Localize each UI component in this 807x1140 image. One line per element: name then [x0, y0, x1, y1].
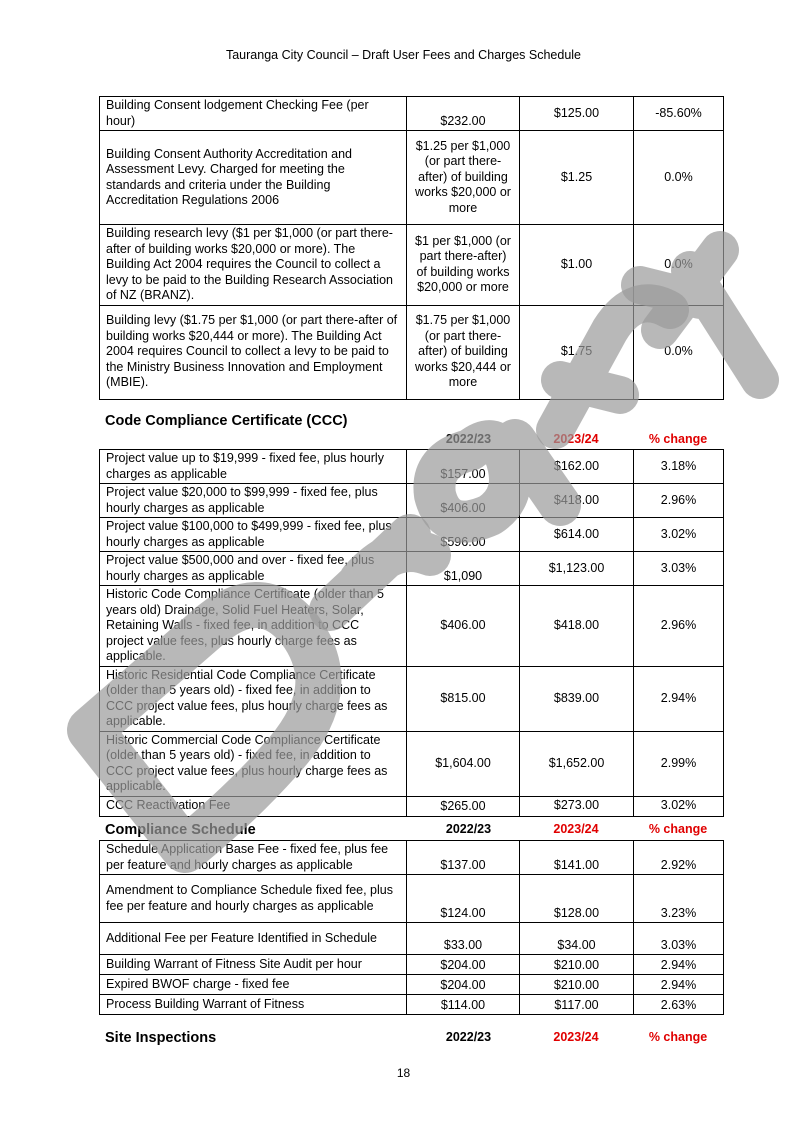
row-change: 2.94%	[634, 666, 724, 731]
ccc-table	[99, 449, 724, 817]
row-description: Additional Fee per Feature Identified in Schedule	[100, 923, 407, 955]
row-prev-fee: $1 per $1,000 (or part there-after) of building works $20,000 or more	[407, 225, 520, 306]
row-prev-fee: $1.25 per $1,000 (or part there-after) of building works $20,000 or more	[407, 131, 520, 225]
page-number: 18	[396, 1066, 411, 1080]
row-description: Project value $500,000 and over - fixed fee, plus hourly charges as applicable	[100, 552, 407, 586]
row-description: Project value $100,000 to $499,999 - fixed fee, plus hourly charges as applicable	[100, 518, 407, 552]
row-change: 2.63%	[634, 995, 724, 1015]
row-change: 3.02%	[634, 518, 724, 552]
row-prev-fee: $1,604.00	[407, 731, 520, 796]
row-description: Building levy ($1.75 per $1,000 (or part there-after of building works $20,444 or more). The Building Act 2004 requires Council to collect a levy to be paid to the Ministry Business Innovation and Employment (MBIE).	[100, 305, 407, 399]
table-row	[100, 995, 724, 1015]
row-prev-fee: $596.00	[407, 518, 520, 552]
row-description: Expired BWOF charge - fixed fee	[100, 975, 407, 995]
row-change: 3.18%	[634, 450, 724, 484]
row-change: 2.99%	[634, 731, 724, 796]
table-row	[100, 552, 724, 586]
row-description: CCC Reactivation Fee	[100, 796, 407, 816]
col-header-curr: 2023/24	[553, 822, 599, 836]
row-change: 2.96%	[634, 484, 724, 518]
row-description: Historic Residential Code Compliance Certificate (older than 5 years old) - fixed fee, in addition to CCC project value fees, plus hourly charge fees as applicable.	[100, 666, 407, 731]
row-curr-fee: $614.00	[520, 518, 634, 552]
table-row	[100, 875, 724, 923]
row-prev-fee: $265.00	[407, 796, 520, 816]
row-curr-fee: $128.00	[520, 875, 634, 923]
row-prev-fee: $204.00	[407, 955, 520, 975]
table-row	[100, 586, 724, 667]
row-description: Project value up to $19,999 - fixed fee, plus hourly charges as applicable	[100, 450, 407, 484]
table-row	[100, 305, 724, 399]
row-prev-fee: $137.00	[407, 841, 520, 875]
row-prev-fee: $114.00	[407, 995, 520, 1015]
row-change: -85.60%	[634, 97, 724, 131]
row-description: Historic Code Compliance Certificate (older than 5 years old) Drainage, Solid Fuel Heaters, Solar, Retaining Walls - fixed fee, in addition to CCC project value fees, plus hourly charge fees as applicable.	[100, 586, 407, 667]
row-prev-fee: $33.00	[407, 923, 520, 955]
table-row	[100, 97, 724, 131]
table-row	[100, 975, 724, 995]
col-header-change: % change	[648, 822, 708, 836]
table-row	[100, 923, 724, 955]
table-row	[100, 484, 724, 518]
compliance-table	[99, 840, 724, 1015]
row-change: 2.96%	[634, 586, 724, 667]
table-row	[100, 841, 724, 875]
row-curr-fee: $34.00	[520, 923, 634, 955]
row-prev-fee: $124.00	[407, 875, 520, 923]
table-row	[100, 731, 724, 796]
table-row	[100, 518, 724, 552]
row-change: 0.0%	[634, 225, 724, 306]
row-curr-fee: $162.00	[520, 450, 634, 484]
ccc-column-headers	[99, 432, 723, 450]
row-description: Building Warrant of Fitness Site Audit per hour	[100, 955, 407, 975]
row-prev-fee: $1,090	[407, 552, 520, 586]
row-curr-fee: $125.00	[520, 97, 634, 131]
row-prev-fee: $406.00	[407, 484, 520, 518]
row-prev-fee: $1.75 per $1,000 (or part there-after) of building works $20,444 or more	[407, 305, 520, 399]
row-description: Building Consent lodgement Checking Fee (per hour)	[100, 97, 407, 131]
row-curr-fee: $839.00	[520, 666, 634, 731]
row-description: Building Consent Authority Accreditation and Assessment Levy. Charged for meeting the standards and criteria under the Building Accreditation Regulations 2006	[100, 131, 407, 225]
row-prev-fee: $157.00	[407, 450, 520, 484]
row-change: 0.0%	[634, 131, 724, 225]
row-description: Project value $20,000 to $99,999 - fixed fee, plus hourly charges as applicable	[100, 484, 407, 518]
row-curr-fee: $1,123.00	[520, 552, 634, 586]
row-prev-fee: $204.00	[407, 975, 520, 995]
row-change: 2.94%	[634, 975, 724, 995]
building-consent-table	[99, 96, 724, 400]
row-curr-fee: $141.00	[520, 841, 634, 875]
row-curr-fee: $210.00	[520, 975, 634, 995]
row-prev-fee: $232.00	[407, 97, 520, 131]
ccc-section-title: Code Compliance Certificate (CCC)	[105, 413, 348, 429]
site-inspections-title: Site Inspections	[105, 1030, 217, 1046]
row-curr-fee: $1.75	[520, 305, 634, 399]
row-curr-fee: $273.00	[520, 796, 634, 816]
col-header-change: % change	[648, 1030, 708, 1044]
col-header-change: % change	[648, 432, 708, 446]
col-header-curr: 2023/24	[553, 1030, 599, 1044]
row-description: Building research levy ($1 per $1,000 (or part there-after of building works $20,000 or more). The Building Act 2004 requires the Council to collect a levy to be paid to the Building Research Association of NZ (BRANZ).	[100, 225, 407, 306]
row-change: 3.03%	[634, 552, 724, 586]
row-change: 2.94%	[634, 955, 724, 975]
row-change: 0.0%	[634, 305, 724, 399]
table-row	[100, 796, 724, 816]
col-header-prev: 2022/23	[445, 822, 492, 836]
compliance-section-title: Compliance Schedule	[105, 822, 256, 838]
row-change: 3.23%	[634, 875, 724, 923]
row-curr-fee: $1,652.00	[520, 731, 634, 796]
col-header-curr: 2023/24	[553, 432, 599, 446]
row-change: 3.03%	[634, 923, 724, 955]
table-row	[100, 131, 724, 225]
row-curr-fee: $210.00	[520, 955, 634, 975]
table-row	[100, 450, 724, 484]
row-description: Schedule Application Base Fee - fixed fee, plus fee per feature and hourly charges as applicable	[100, 841, 407, 875]
row-curr-fee: $418.00	[520, 484, 634, 518]
row-curr-fee: $1.00	[520, 225, 634, 306]
row-description: Process Building Warrant of Fitness	[100, 995, 407, 1015]
row-prev-fee: $406.00	[407, 586, 520, 667]
compliance-header	[99, 822, 723, 840]
page-header: Tauranga City Council – Draft User Fees and Charges Schedule	[225, 48, 582, 62]
col-header-prev: 2022/23	[445, 1030, 492, 1044]
site-inspections-header	[99, 1030, 723, 1048]
row-prev-fee: $815.00	[407, 666, 520, 731]
row-description: Amendment to Compliance Schedule fixed fee, plus fee per feature and hourly charges as applicable	[100, 875, 407, 923]
row-curr-fee: $418.00	[520, 586, 634, 667]
row-change: 2.92%	[634, 841, 724, 875]
row-curr-fee: $117.00	[520, 995, 634, 1015]
table-row	[100, 225, 724, 306]
row-curr-fee: $1.25	[520, 131, 634, 225]
row-change: 3.02%	[634, 796, 724, 816]
row-description: Historic Commercial Code Compliance Certificate (older than 5 years old) - fixed fee, in addition to CCC project value fees, plus hourly charge fees as applicable.	[100, 731, 407, 796]
table-row	[100, 666, 724, 731]
table-row	[100, 955, 724, 975]
col-header-prev: 2022/23	[445, 432, 492, 446]
